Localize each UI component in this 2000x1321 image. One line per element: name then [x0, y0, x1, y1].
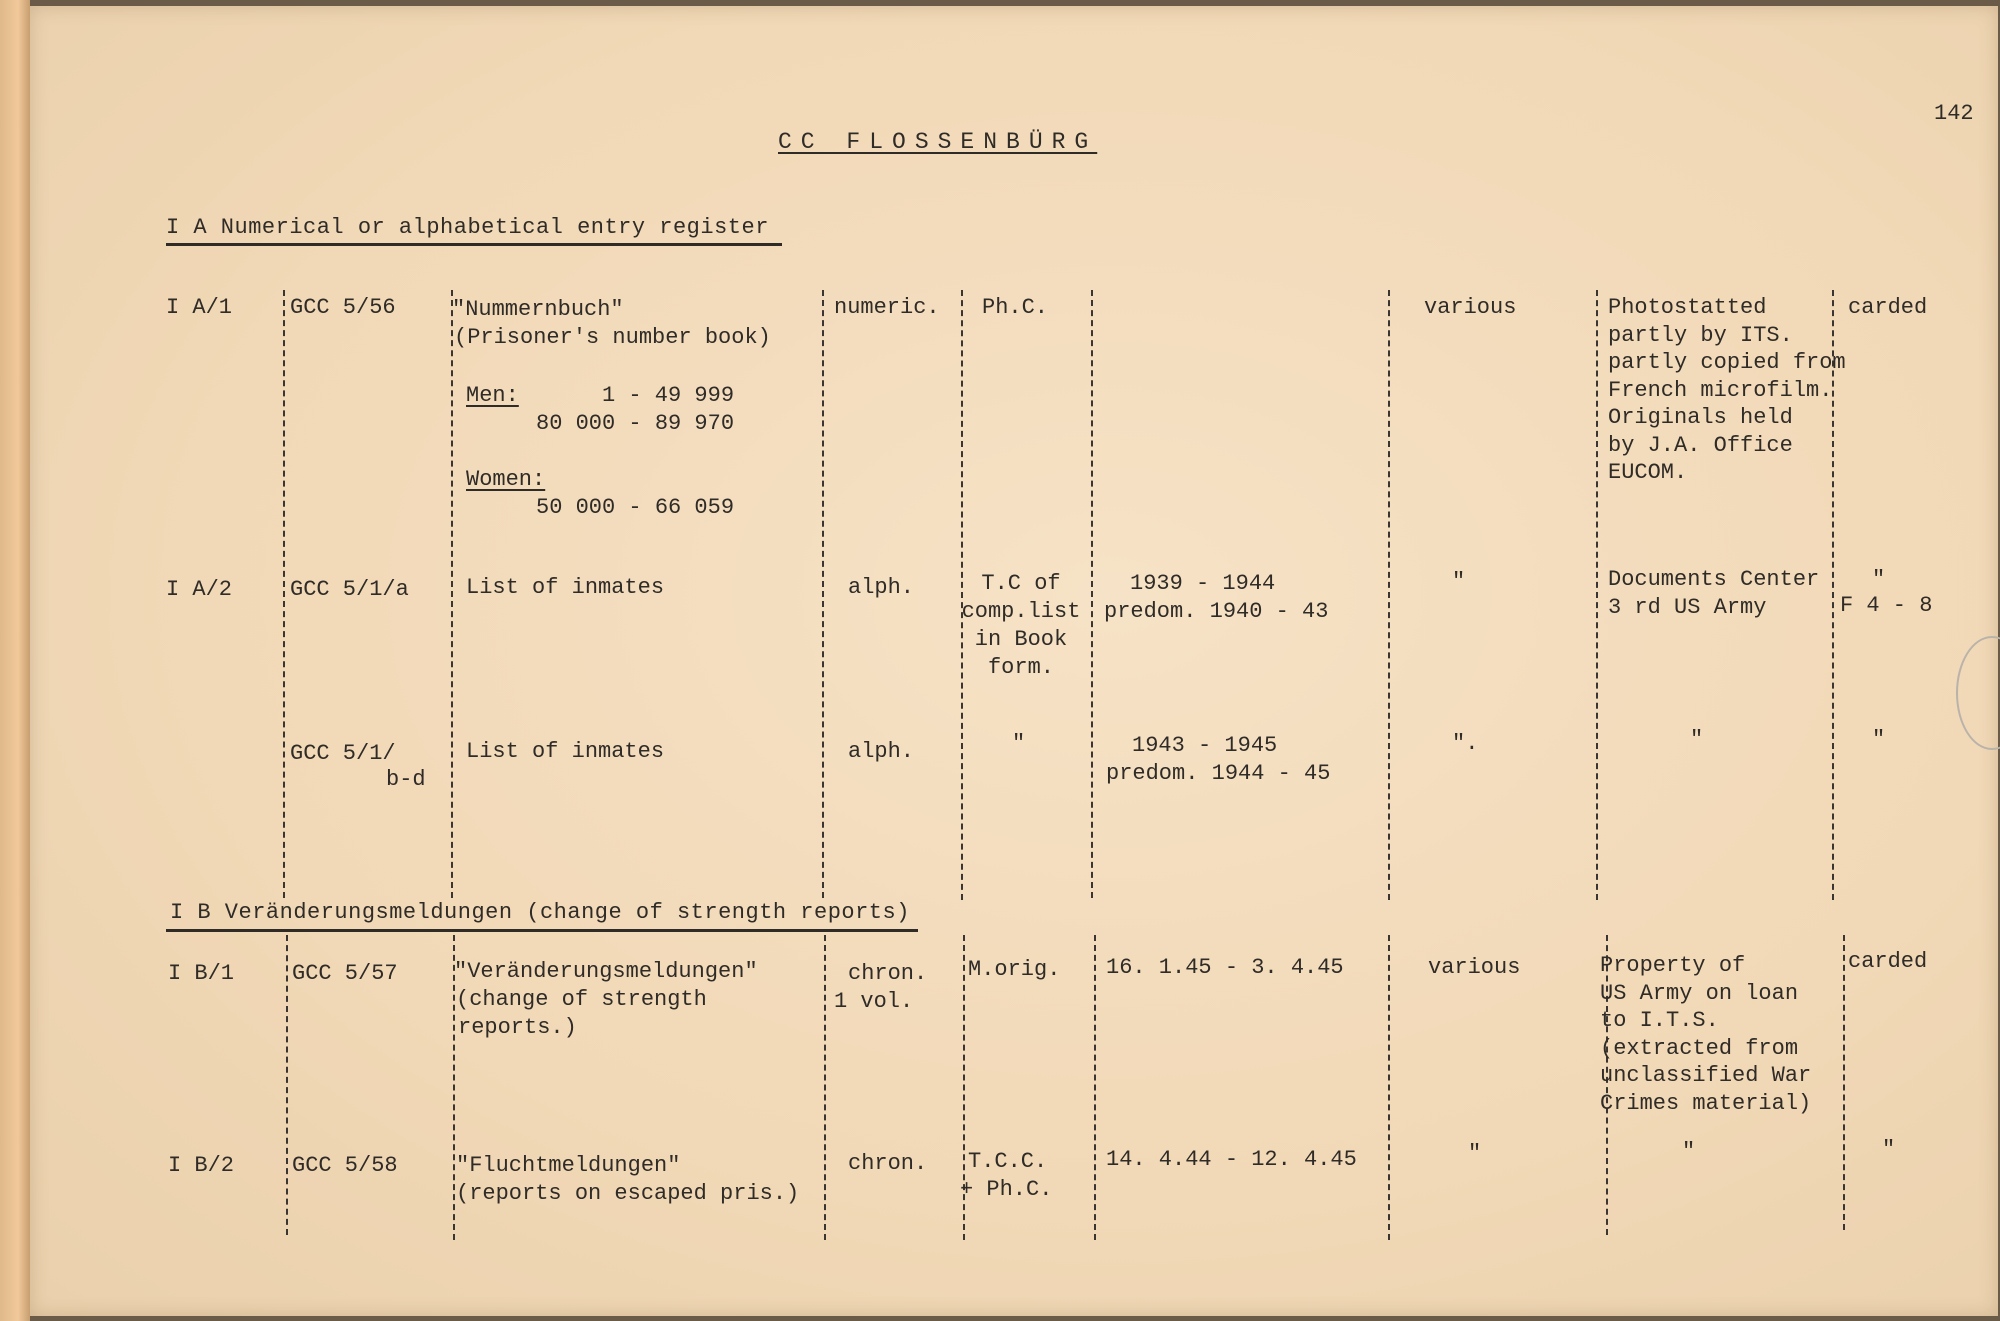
- row-ib2-source: ": [1468, 1141, 1482, 1166]
- row-ib2-form-line2: + Ph.C.: [960, 1177, 1053, 1202]
- column-divider-remarks-ib: [1843, 935, 1845, 1230]
- row-ia1-men-label: Men:: [466, 383, 519, 408]
- row-ib2-title-line1: "Fluchtmeldungen": [456, 1153, 681, 1178]
- column-divider-code: [451, 290, 453, 898]
- column-divider-form-ib: [1094, 935, 1096, 1240]
- row-ib1-remarks-line: US Army on loan: [1600, 980, 1799, 1006]
- row-ib1-remarks-line: Crimes material): [1600, 1090, 1812, 1116]
- column-divider-dates: [1388, 290, 1390, 900]
- row-ib1-ref: I B/1: [168, 961, 235, 986]
- row-ia2-status-line2: F 4 - 8: [1840, 593, 1933, 618]
- row-ia1-men-range2: 80 000 - 89 970: [536, 411, 735, 436]
- row-ia1-remarks-line: French microfilm.: [1608, 377, 1833, 403]
- column-divider-dates-ib: [1388, 935, 1390, 1240]
- column-divider-ref: [283, 290, 285, 898]
- column-divider-source: [1596, 290, 1598, 900]
- row-ib2-code: GCC 5/58: [292, 1153, 398, 1178]
- row-ia2-title: List of inmates: [466, 575, 665, 600]
- row-ia1-remarks-line: Originals held: [1608, 405, 1793, 430]
- row-ia1-remarks-line: Photostatted: [1608, 295, 1767, 320]
- row-ib1-dates: 16. 1.45 - 3. 4.45: [1106, 955, 1344, 980]
- row-ib1-remarks: [1600, 952, 1811, 1117]
- row-ia1-code: GCC 5/56: [290, 295, 396, 320]
- section-heading-ib: I B Veränderungsmeldungen (change of strength reports): [170, 900, 910, 925]
- row-ib1-remarks-line: (extracted from: [1600, 1035, 1799, 1061]
- row-ia1-status: carded: [1848, 295, 1928, 320]
- row-ia3-code-line2: b-d: [386, 767, 426, 792]
- row-ib1-title-line1: "Veränderungsmeldungen": [454, 959, 758, 984]
- row-ib1-form: M.orig.: [968, 957, 1061, 982]
- row-ia2-status-line1: ": [1872, 567, 1886, 592]
- row-ia2-dates-line1: 1939 - 1944: [1130, 571, 1276, 596]
- row-ia1-title-line1: "Nummernbuch": [452, 297, 624, 322]
- row-ia2-form-line: comp.list: [961, 599, 1081, 624]
- section-underline-ia: [166, 243, 782, 246]
- row-ib1-arrangement-line2: 1 vol.: [834, 989, 914, 1014]
- row-ia2-dates-line2: predom. 1940 - 43: [1104, 599, 1329, 624]
- row-ib2-arrangement: chron.: [848, 1151, 928, 1176]
- row-ia3-form: ": [1012, 731, 1026, 756]
- row-ia1-remarks-line: by J.A. Office: [1608, 432, 1793, 458]
- row-ib2-remarks: ": [1682, 1139, 1696, 1164]
- row-ia1-remarks-line: partly by ITS.: [1608, 322, 1793, 348]
- row-ia2-form-line: form.: [987, 655, 1054, 680]
- page-title: CC FLOSSENBÜRG: [778, 129, 1098, 155]
- row-ia3-title: List of inmates: [466, 739, 665, 764]
- row-ia1-title-line2: (Prisoner's number book): [454, 325, 771, 350]
- row-ia2-form-line: in Book: [974, 627, 1068, 652]
- row-ib2-title-line2: (reports on escaped pris.): [456, 1181, 800, 1206]
- row-ia1-form: Ph.C.: [982, 295, 1049, 320]
- row-ia1-ref: I A/1: [166, 295, 233, 320]
- row-ia3-source: ".: [1452, 731, 1479, 756]
- row-ib2-status: ": [1882, 1137, 1896, 1162]
- row-ib1-code: GCC 5/57: [292, 961, 398, 986]
- row-ib2-form-line1: T.C.C.: [968, 1149, 1048, 1174]
- row-ib1-remarks-line: unclassified War: [1600, 1063, 1812, 1088]
- row-ia1-source: various: [1424, 295, 1517, 320]
- page-tab-edge: [1956, 636, 2000, 750]
- row-ia1-remarks: [1608, 294, 1846, 487]
- row-ia3-dates-line1: 1943 - 1945: [1132, 733, 1278, 758]
- section-underline-ib: [166, 929, 918, 932]
- row-ib2-dates: 14. 4.44 - 12. 4.45: [1106, 1147, 1357, 1172]
- row-ia1-arrangement: numeric.: [834, 295, 940, 320]
- column-divider-ref-ib: [286, 935, 288, 1235]
- row-ib1-remarks-line: Property of: [1600, 953, 1746, 978]
- row-ib1-arrangement-line1: chron.: [848, 961, 928, 986]
- row-ia3-remarks: ": [1690, 727, 1704, 752]
- row-ia3-status: ": [1872, 727, 1886, 752]
- row-ia1-women-label: Women:: [466, 467, 546, 492]
- column-divider-title: [822, 290, 824, 898]
- row-ia2-source: ": [1452, 569, 1466, 594]
- section-heading-ia: I A Numerical or alphabetical entry register: [166, 215, 769, 240]
- row-ib1-status: carded: [1848, 949, 1928, 974]
- row-ia1-remarks-line: partly copied from: [1608, 350, 1846, 375]
- row-ib1-remarks-line: to I.T.S.: [1600, 1008, 1719, 1033]
- row-ia2-arrangement: alph.: [848, 575, 915, 600]
- row-ib2-ref: I B/2: [168, 1153, 235, 1178]
- row-ia2-code: GCC 5/1/a: [290, 577, 409, 602]
- row-ia3-arrangement: alph.: [848, 739, 915, 764]
- row-ia2-remarks-line2: 3 rd US Army: [1608, 595, 1767, 620]
- row-ia3-code-line1: GCC 5/1/: [290, 741, 396, 766]
- row-ia2-ref: I A/2: [166, 577, 233, 602]
- row-ia2-form-line: T.C of: [981, 571, 1061, 596]
- row-ia3-dates-line2: predom. 1944 - 45: [1106, 761, 1331, 786]
- row-ia2-remarks-line1: Documents Center: [1608, 567, 1820, 592]
- row-ib1-title-line2: (change of strength: [456, 987, 707, 1012]
- column-divider-title-ib: [824, 935, 826, 1240]
- row-ia1-men-range1: 1 - 49 999: [602, 383, 735, 408]
- column-divider-form: [1091, 290, 1093, 898]
- book-binding: [0, 0, 30, 1321]
- row-ia1-women-range: 50 000 - 66 059: [536, 495, 735, 520]
- row-ib1-source: various: [1428, 955, 1521, 980]
- row-ia2-form: [958, 570, 1084, 682]
- row-ib1-title-line3: reports.): [458, 1015, 577, 1040]
- page-number: 142: [1934, 101, 1974, 126]
- row-ia1-remarks-line: EUCOM.: [1608, 460, 1688, 485]
